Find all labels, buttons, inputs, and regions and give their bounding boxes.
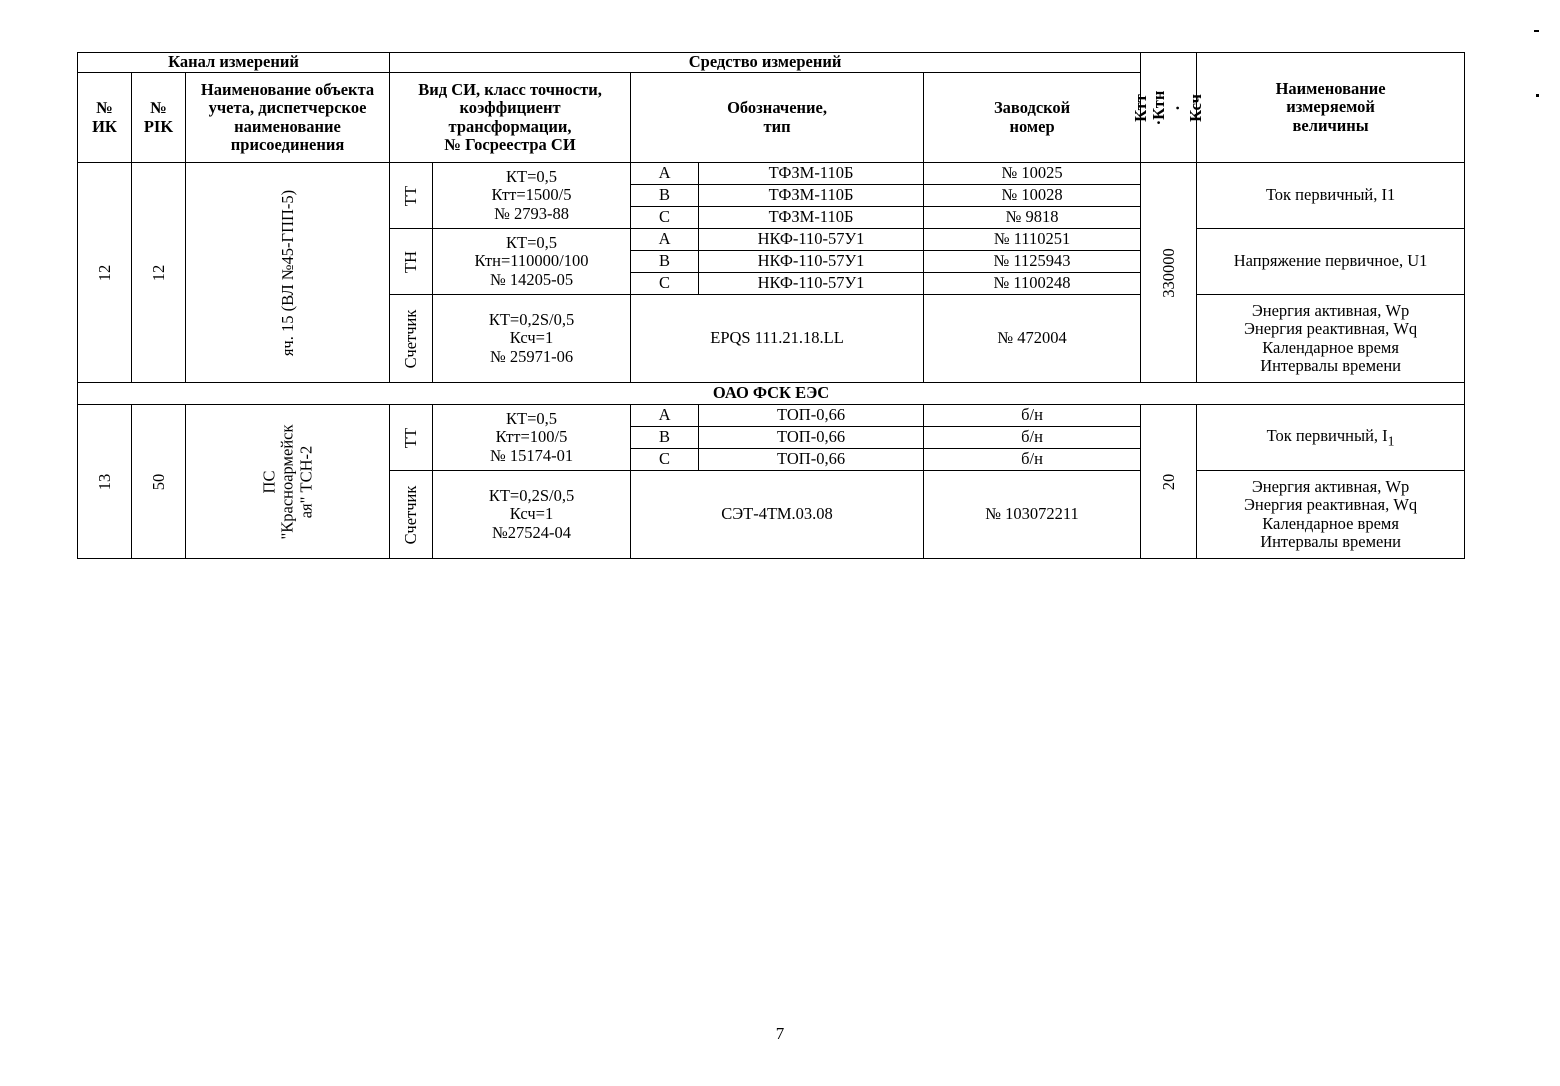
table-row bbox=[78, 163, 1465, 185]
phase-cell: А bbox=[631, 163, 699, 185]
quantity-meter-12: Энергия активная, Wp Энергия реактивная, Wq Календарное время Интервалы времени bbox=[1197, 295, 1465, 383]
serial-cell: № 1110251 bbox=[924, 229, 1141, 251]
params-meter-13: КТ=0,2S/0,5 Ксч=1 №27524-04 bbox=[433, 471, 631, 559]
serial-cell: № 1100248 bbox=[924, 273, 1141, 295]
type-cell: ТОП-0,66 bbox=[699, 405, 924, 427]
serial-meter-13: № 103072211 bbox=[924, 471, 1141, 559]
header-means-group: Средство измерений bbox=[390, 53, 1141, 73]
coef-13: 20 bbox=[1141, 405, 1197, 559]
serial-cell: б/н bbox=[924, 449, 1141, 471]
type-cell: ТФЗМ-110Б bbox=[699, 163, 924, 185]
header-type: Вид СИ, класс точности, коэффициент трансформации, № Госреестра СИ bbox=[390, 73, 631, 163]
phase-cell: С bbox=[631, 449, 699, 471]
object-12: яч. 15 (ВЛ №45-ГПП-5) bbox=[186, 163, 390, 383]
section-row bbox=[78, 383, 1465, 405]
header-object: Наименование объекта учета, диспетчерское наименование присоединения bbox=[186, 73, 390, 163]
header-designation: Обозначение, тип bbox=[631, 73, 924, 163]
phase-cell: А bbox=[631, 229, 699, 251]
measurement-table bbox=[77, 52, 1465, 559]
phase-cell: С bbox=[631, 207, 699, 229]
serial-cell: № 9818 bbox=[924, 207, 1141, 229]
quantity-tt-13: Ток первичный, $I_1$ bbox=[1197, 405, 1465, 471]
quantity-tn-12: Напряжение первичное, U1 bbox=[1197, 229, 1465, 295]
phase-cell: В bbox=[631, 427, 699, 449]
header-channel-group: Канал измерений bbox=[78, 53, 390, 73]
params-tt-12: КТ=0,5 Ктт=1500/5 № 2793-88 bbox=[433, 163, 631, 229]
quantity-tt-12: Ток первичный, I1 bbox=[1197, 163, 1465, 229]
header-serial: Заводской номер bbox=[924, 73, 1141, 163]
type-cell: НКФ-110-57У1 bbox=[699, 273, 924, 295]
serial-cell: № 1125943 bbox=[924, 251, 1141, 273]
coef-12: 330000 bbox=[1141, 163, 1197, 383]
kind-meter-13: Счетчик bbox=[390, 471, 433, 559]
kind-tn-12: ТН bbox=[390, 229, 433, 295]
type-cell: ТОП-0,66 bbox=[699, 449, 924, 471]
quantity-meter-13: Энергия активная, Wp Энергия реактивная, Wq Календарное время Интервалы времени bbox=[1197, 471, 1465, 559]
phase-cell: В bbox=[631, 251, 699, 273]
serial-meter-12: № 472004 bbox=[924, 295, 1141, 383]
params-meter-12: КТ=0,2S/0,5 Ксч=1 № 25971-06 bbox=[433, 295, 631, 383]
type-cell: НКФ-110-57У1 bbox=[699, 251, 924, 273]
type-cell: НКФ-110-57У1 bbox=[699, 229, 924, 251]
object-13: ПС "Красноармейск ая" ТСН-2 bbox=[186, 405, 390, 559]
params-tn-12: КТ=0,5 Ктн=110000/100 № 14205-05 bbox=[433, 229, 631, 295]
kind-meter-12: Счетчик bbox=[390, 295, 433, 383]
header-coef-text: Ктт ·Ктн · Ксч bbox=[1130, 90, 1206, 125]
table-row bbox=[78, 405, 1465, 427]
rik-12: 12 bbox=[132, 163, 186, 383]
serial-cell: б/н bbox=[924, 405, 1141, 427]
phase-cell: В bbox=[631, 185, 699, 207]
rik-13: 50 bbox=[132, 405, 186, 559]
type-meter-12: EPQS 111.21.18.LL bbox=[631, 295, 924, 383]
kind-tt-12: ТТ bbox=[390, 163, 433, 229]
type-meter-13: СЭТ-4ТМ.03.08 bbox=[631, 471, 924, 559]
type-cell: ТФЗМ-110Б bbox=[699, 185, 924, 207]
kind-tt-13: ТТ bbox=[390, 405, 433, 471]
type-cell: ТФЗМ-110Б bbox=[699, 207, 924, 229]
header-rik: № PIK bbox=[132, 73, 186, 163]
serial-cell: № 10028 bbox=[924, 185, 1141, 207]
serial-cell: б/н bbox=[924, 427, 1141, 449]
ik-12: 12 bbox=[78, 163, 132, 383]
phase-cell: А bbox=[631, 405, 699, 427]
type-cell: ТОП-0,66 bbox=[699, 427, 924, 449]
page-number: 7 bbox=[775, 1024, 785, 1043]
margin-mark bbox=[1534, 30, 1539, 32]
serial-cell: № 10025 bbox=[924, 163, 1141, 185]
section-title: ОАО ФСК ЕЭС bbox=[78, 383, 1465, 405]
header-quantity: Наименование измеряемой величины bbox=[1197, 53, 1465, 163]
ik-13: 13 bbox=[78, 405, 132, 559]
params-tt-13: КТ=0,5 Ктт=100/5 № 15174-01 bbox=[433, 405, 631, 471]
header-ik: № ИК bbox=[78, 73, 132, 163]
header-coef bbox=[1130, 53, 1206, 163]
phase-cell: С bbox=[631, 273, 699, 295]
margin-dot bbox=[1536, 94, 1539, 97]
